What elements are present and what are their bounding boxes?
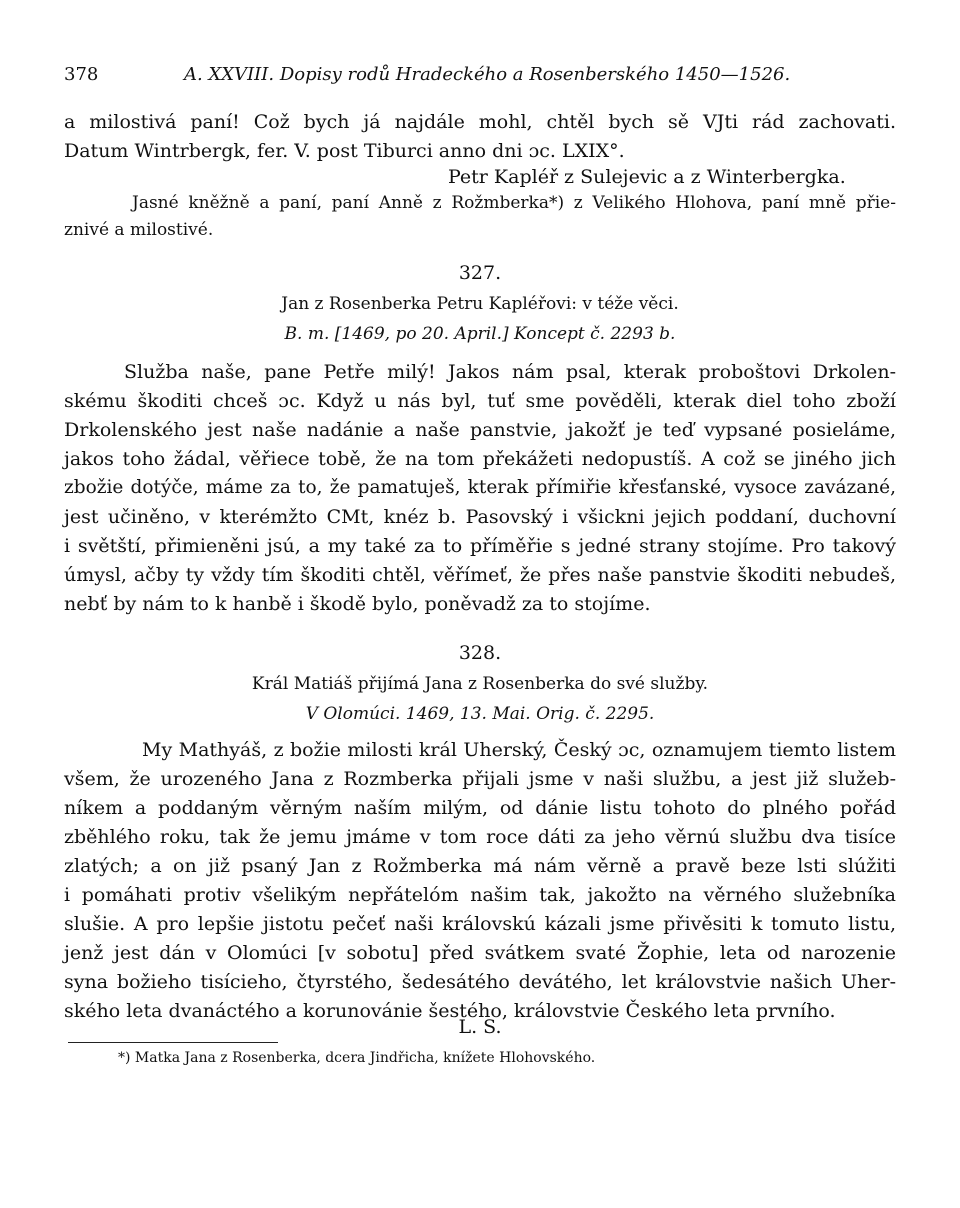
text-line: Datum Wintrbergk, fer. V. post Tiburci anno dni ɔc. LXIX°. <box>64 140 625 162</box>
letter-heading: Král Matiáš přijímá Jana z Rosenberka do své služby. <box>251 674 709 694</box>
text-line: My Mathyáš, z božie milosti král Uherský, Český ɔc, oznamujem tiemto listem <box>142 739 896 761</box>
text-line: ského leta dvanáctého a korunovánie šestého, královstvie Českého leta prvního. <box>64 1000 836 1022</box>
text-line: a milostivá paní! Což bych já najdále mohl, chtěl bych sě VJti rád zachovati. <box>64 111 896 133</box>
text-line: všem, že urozeného Jana z Rozmberka přijali jsme v naši službu, a jest již služeb- <box>64 768 896 790</box>
text-line: Služba naše, pane Petře milý! Jakos nám psal, kterak proboštovi Drkolen- <box>124 361 896 383</box>
running-title: A. XXVIII. Dopisy rodů Hradeckého a Rosenberského 1450—1526. <box>184 64 791 85</box>
text-line: jakos toho žádal, věřiece tobě, že na tom překážeti nedopustíš. A což se jiného jich <box>64 448 896 470</box>
text-line: slušie. A pro lepšie jistotu pečeť naši královskú kázali jsme přivěsiti k tomuto listu, <box>64 913 896 935</box>
seal-mark: L. S. <box>458 1016 502 1038</box>
letter-source: V Olomúci. 1469, 13. Mai. Orig. č. 2295. <box>305 704 655 724</box>
text-line: níkem a poddaným věrným naším milým, od dánie listu tohoto do plného pořád <box>64 797 896 819</box>
text-line: zbožie dotýče, máme za to, že pamatuješ, kterak přímiřie křesťanské, vysoce zavázané, <box>64 477 896 498</box>
text-line: Drkolenského jest naše nadánie a naše panstvie, jakožť je teď vypsané posieláme, <box>64 419 896 441</box>
page-number: 378 <box>64 64 99 85</box>
text-line: syna božieho tisícieho, čtyrstého, šedesátého devátého, let královstvie našich Uher- <box>64 971 896 993</box>
text-line: i pomáhati protiv všelikým nepřátelóm našim tak, jakožto na věrného služebníka <box>64 884 896 906</box>
text-line: skému škoditi chceš ɔc. Když u nás byl, tuť sme pověděli, kterak diel toho zboží <box>64 390 896 412</box>
letter-number: 327. <box>458 262 502 284</box>
text-line: zběhlého roku, tak že jemu jmáme v tom roce dáti za jeho věrnú službu dva tisíce <box>64 826 896 848</box>
text-line: jenž jest dán v Olomúci [v sobotu] před svátkem svaté Žophie, leta od narozenie <box>64 942 896 964</box>
text-line: nebť by nám to k hanbě i škodě bylo, poněvadž za to stojíme. <box>64 593 651 615</box>
address-line: Jasné kněžně a paní, paní Anně z Rožmberka*) z Velikého Hlohova, paní mně přie- <box>132 193 896 213</box>
text-line: jest učiněno, v kterémžto CMt, knéz b. Pasovský i všickni jejich poddaní, duchovní <box>64 506 896 528</box>
text-line: i světští, přimieněni jsú, a my také za to příměřie s jedné strany stojíme. Pro takový <box>64 535 896 557</box>
signature: Petr Kapléř z Sulejevic a z Winterbergka. <box>448 166 846 188</box>
text-line: zlatých; a on již psaný Jan z Rožmberka má nám věrně a pravě beze lsti slúžiti <box>64 855 896 877</box>
address-line: znivé a milostivé. <box>64 220 214 240</box>
footnote-rule <box>68 1042 278 1043</box>
letter-heading: Jan z Rosenberka Petru Kapléřovi: v téže věci. <box>281 294 679 314</box>
letter-source: B. m. [1469, po 20. April.] Koncept č. 2293 b. <box>284 324 676 344</box>
footnote: *) Matka Jana z Rosenberka, dcera Jindřicha, knížete Hlohovského. <box>118 1050 596 1066</box>
letter-number: 328. <box>458 642 502 664</box>
text-line: úmysl, ačby ty vždy tím škoditi chtěl, věřímeť, že přes naše panstvie škoditi nebudeš, <box>64 564 896 586</box>
